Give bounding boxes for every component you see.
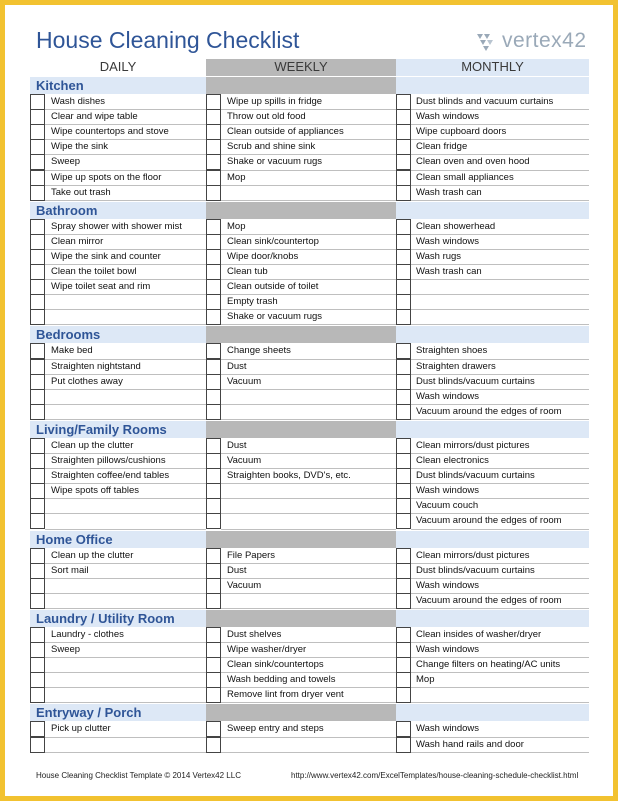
checkbox-weekly[interactable]	[206, 438, 221, 454]
row-divider	[221, 359, 396, 360]
task-item-weekly: Straighten books, DVD's, etc.	[227, 470, 351, 482]
task-item-daily: Clear and wipe table	[51, 111, 138, 123]
task-item-daily: Clean up the clutter	[51, 549, 134, 561]
checkbox-monthly[interactable]	[396, 94, 411, 110]
task-item-monthly: Wash windows	[416, 723, 480, 735]
checkbox-daily[interactable]	[30, 687, 45, 703]
task-item-weekly: Vacuum	[227, 375, 262, 387]
checkbox-daily[interactable]	[30, 359, 45, 375]
checkbox-monthly[interactable]	[396, 642, 411, 658]
section-title: Kitchen	[36, 78, 84, 93]
checkbox-monthly[interactable]	[396, 548, 411, 564]
footer-copyright: House Cleaning Checklist Template © 2014 Vertex42 LLC	[36, 771, 241, 780]
task-item-daily: Straighten pillows/cushions	[51, 455, 166, 466]
checkbox-weekly[interactable]	[206, 737, 221, 753]
checkbox-weekly[interactable]	[206, 627, 221, 643]
checkbox-monthly[interactable]	[396, 294, 411, 310]
row-divider	[411, 309, 589, 310]
checkbox-weekly[interactable]	[206, 513, 221, 529]
checkbox-daily[interactable]	[30, 721, 45, 737]
section-title: Bathroom	[36, 202, 98, 218]
row-divider	[411, 608, 589, 609]
task-item-weekly: Dust	[227, 439, 247, 451]
task-item-weekly: File Papers	[227, 549, 276, 561]
checkbox-weekly[interactable]	[206, 185, 221, 201]
task-item-weekly: Remove lint from dryer vent	[227, 689, 344, 701]
checkbox-monthly[interactable]	[396, 657, 411, 673]
task-item-monthly: Wash windows	[416, 390, 480, 402]
checkbox-weekly[interactable]	[206, 234, 221, 250]
row-divider	[221, 593, 396, 594]
checkbox-monthly[interactable]	[396, 468, 411, 484]
task-item-weekly: Shake or vacuum rugs	[227, 311, 323, 323]
task-item-monthly: Clean showerhead	[416, 220, 496, 232]
task-item-monthly: Wash windows	[416, 579, 480, 591]
row-divider	[45, 419, 206, 420]
checkbox-weekly[interactable]	[206, 124, 221, 140]
section-header	[30, 202, 589, 219]
checkbox-daily[interactable]	[30, 513, 45, 529]
task-item-monthly: Vacuum around the edges of room	[416, 594, 562, 606]
row-divider	[45, 657, 206, 658]
section-header	[30, 421, 589, 438]
checkbox-monthly[interactable]	[396, 513, 411, 529]
row-divider	[45, 324, 206, 325]
task-item-daily: Spray shower with shower mist	[51, 220, 182, 232]
row-divider	[45, 498, 206, 499]
checkbox-weekly[interactable]	[206, 563, 221, 579]
task-item-weekly: Vacuum	[227, 579, 262, 591]
task-item-weekly: Clean tub	[227, 266, 268, 277]
task-item-monthly: Mop	[416, 674, 435, 686]
task-item-monthly: Change filters on heating/AC units	[416, 659, 561, 671]
task-item-weekly: Dust shelves	[227, 628, 282, 640]
checkbox-daily[interactable]	[30, 453, 45, 469]
task-item-daily: Clean mirror	[51, 235, 104, 247]
row-divider	[411, 419, 589, 420]
checkbox-weekly[interactable]	[206, 593, 221, 609]
checkbox-weekly[interactable]	[206, 404, 221, 420]
checkbox-daily[interactable]	[30, 139, 45, 155]
checkbox-weekly[interactable]	[206, 548, 221, 564]
task-item-monthly: Clean insides of washer/dryer	[416, 628, 542, 640]
row-divider	[411, 279, 589, 280]
task-item-daily: Put clothes away	[51, 375, 123, 387]
checkbox-weekly[interactable]	[206, 170, 221, 186]
checkbox-daily[interactable]	[30, 438, 45, 454]
task-item-monthly: Wash trash can	[416, 266, 482, 277]
checkbox-daily[interactable]	[30, 672, 45, 688]
row-divider	[221, 389, 396, 390]
task-item-weekly: Empty trash	[227, 296, 278, 308]
checkbox-weekly[interactable]	[206, 359, 221, 375]
task-item-monthly: Wash trash can	[416, 186, 482, 198]
task-item-weekly: Wipe washer/dryer	[227, 644, 307, 655]
checkbox-weekly[interactable]	[206, 343, 221, 359]
row-divider	[45, 672, 206, 673]
checkbox-monthly[interactable]	[396, 389, 411, 405]
task-item-weekly: Wash bedding and towels	[227, 674, 336, 686]
task-item-weekly: Vacuum	[227, 455, 262, 466]
task-item-daily: Wipe spots off tables	[51, 485, 140, 497]
task-item-monthly: Clean mirrors/dust pictures	[416, 439, 530, 451]
row-divider	[221, 185, 396, 186]
row-divider	[411, 324, 589, 325]
checkbox-daily[interactable]	[30, 657, 45, 673]
section-title: Laundry / Utility Room	[36, 610, 175, 626]
checkbox-daily[interactable]	[30, 170, 45, 186]
checkbox-daily[interactable]	[30, 185, 45, 201]
task-item-weekly: Clean outside of toilet	[227, 281, 319, 293]
checkbox-daily[interactable]	[30, 374, 45, 390]
task-item-monthly: Wash rugs	[416, 250, 462, 262]
checkbox-daily[interactable]	[30, 219, 45, 235]
checkbox-monthly[interactable]	[396, 185, 411, 201]
row-divider	[221, 737, 396, 738]
row-divider	[221, 702, 396, 703]
row-divider	[221, 498, 396, 499]
vertex42-logo	[475, 29, 587, 53]
row-divider	[45, 687, 206, 688]
section-title: Home Office	[36, 531, 113, 547]
checkbox-daily[interactable]	[30, 294, 45, 310]
task-item-weekly: Mop	[227, 220, 246, 232]
checkbox-weekly[interactable]	[206, 154, 221, 170]
checkbox-monthly[interactable]	[396, 627, 411, 643]
checkbox-monthly[interactable]	[396, 139, 411, 155]
task-item-monthly: Straighten drawers	[416, 360, 496, 372]
checkbox-monthly[interactable]	[396, 359, 411, 375]
checkbox-weekly[interactable]	[206, 642, 221, 658]
task-item-monthly: Clean oven and oven hood	[416, 156, 530, 168]
checkbox-weekly[interactable]	[206, 294, 221, 310]
checkbox-daily[interactable]	[30, 154, 45, 170]
task-item-daily: Sweep	[51, 644, 81, 655]
checkbox-daily[interactable]	[30, 468, 45, 484]
checkbox-monthly[interactable]	[396, 124, 411, 140]
row-divider	[45, 200, 206, 201]
checkbox-daily[interactable]	[30, 124, 45, 140]
checkbox-monthly[interactable]	[396, 264, 411, 280]
checkbox-daily[interactable]	[30, 578, 45, 594]
checkbox-daily[interactable]	[30, 94, 45, 110]
section-header	[30, 531, 589, 548]
row-divider	[411, 752, 589, 753]
task-item-daily: Pick up clutter	[51, 723, 111, 735]
task-item-weekly: Throw out old food	[227, 111, 306, 123]
row-divider	[221, 419, 396, 420]
page-title: House Cleaning Checklist	[36, 27, 300, 53]
checkbox-monthly[interactable]	[396, 219, 411, 235]
task-item-daily: Wipe up spots on the floor	[51, 171, 162, 183]
checkbox-weekly[interactable]	[206, 219, 221, 235]
task-item-weekly: Change sheets	[227, 345, 291, 357]
row-divider	[45, 294, 206, 295]
checkbox-daily[interactable]	[30, 404, 45, 420]
task-item-weekly: Shake or vacuum rugs	[227, 156, 323, 168]
checkbox-weekly[interactable]	[206, 374, 221, 390]
task-item-monthly: Dust blinds and vacuum curtains	[416, 96, 554, 107]
checkbox-monthly[interactable]	[396, 109, 411, 125]
task-item-daily: Sort mail	[51, 564, 89, 576]
task-item-monthly: Wipe cupboard doors	[416, 126, 507, 138]
checkbox-monthly[interactable]	[396, 343, 411, 359]
checkbox-monthly[interactable]	[396, 498, 411, 514]
checkbox-monthly[interactable]	[396, 672, 411, 688]
task-item-weekly: Sweep entry and steps	[227, 723, 324, 735]
row-divider	[45, 578, 206, 579]
row-divider	[221, 483, 396, 484]
row-divider	[221, 200, 396, 201]
checkbox-weekly[interactable]	[206, 687, 221, 703]
row-divider	[45, 513, 206, 514]
task-item-daily: Clean the toilet bowl	[51, 266, 137, 277]
task-item-daily: Wipe the sink and counter	[51, 250, 161, 262]
checkbox-monthly[interactable]	[396, 234, 411, 250]
checkbox-daily[interactable]	[30, 264, 45, 280]
checkbox-monthly[interactable]	[396, 249, 411, 265]
row-divider	[221, 513, 396, 514]
checkbox-daily[interactable]	[30, 109, 45, 125]
checkbox-weekly[interactable]	[206, 249, 221, 265]
row-divider	[411, 687, 589, 688]
task-item-monthly: Clean small appliances	[416, 171, 514, 183]
row-divider	[45, 752, 206, 753]
task-item-daily: Wash dishes	[51, 96, 106, 107]
task-item-daily: Sweep	[51, 156, 81, 168]
task-item-monthly: Clean mirrors/dust pictures	[416, 549, 530, 561]
task-item-monthly: Dust blinds/vacuum curtains	[416, 375, 535, 387]
row-divider	[45, 702, 206, 703]
checkbox-weekly[interactable]	[206, 279, 221, 295]
checkbox-monthly[interactable]	[396, 593, 411, 609]
task-item-monthly: Clean fridge	[416, 141, 468, 153]
row-divider	[221, 170, 396, 171]
logo-text: vertex42	[502, 29, 587, 52]
section-title: Bedrooms	[36, 327, 101, 343]
checkbox-daily[interactable]	[30, 389, 45, 405]
vertex-logo-icon	[475, 31, 499, 51]
checkbox-monthly[interactable]	[396, 170, 411, 186]
checkbox-daily[interactable]	[30, 483, 45, 499]
row-divider	[221, 608, 396, 609]
row-divider	[411, 200, 589, 201]
checkbox-weekly[interactable]	[206, 657, 221, 673]
row-divider	[221, 404, 396, 405]
checkbox-weekly[interactable]	[206, 139, 221, 155]
section-title: Living/Family Rooms	[36, 421, 167, 437]
section-header	[30, 326, 589, 343]
checkbox-daily[interactable]	[30, 642, 45, 658]
checkbox-daily[interactable]	[30, 563, 45, 579]
checkbox-monthly[interactable]	[396, 578, 411, 594]
row-divider	[411, 702, 589, 703]
section-header	[30, 610, 589, 627]
task-item-monthly: Wash windows	[416, 111, 480, 123]
checkbox-monthly[interactable]	[396, 438, 411, 454]
checkbox-daily[interactable]	[30, 249, 45, 265]
task-item-daily: Make bed	[51, 345, 93, 357]
section-title: Entryway / Porch	[36, 705, 142, 721]
task-item-monthly: Vacuum around the edges of room	[416, 515, 562, 527]
task-item-daily: Laundry - clothes	[51, 628, 124, 640]
task-item-weekly: Mop	[227, 171, 246, 183]
task-item-weekly: Wipe up spills in fridge	[227, 96, 323, 107]
task-item-monthly: Vacuum couch	[416, 500, 479, 512]
task-item-daily: Straighten nightstand	[51, 360, 141, 372]
column-header-monthly: MONTHLY	[396, 59, 589, 76]
checkbox-monthly[interactable]	[396, 721, 411, 737]
task-item-daily: Wipe toilet seat and rim	[51, 281, 151, 293]
task-item-monthly: Straighten shoes	[416, 345, 488, 357]
checkbox-daily[interactable]	[30, 627, 45, 643]
task-item-weekly: Clean sink/countertops	[227, 659, 324, 671]
task-item-monthly: Wash windows	[416, 235, 480, 247]
row-divider	[45, 593, 206, 594]
checkbox-weekly[interactable]	[206, 389, 221, 405]
checkbox-daily[interactable]	[30, 309, 45, 325]
row-divider	[45, 309, 206, 310]
checkbox-weekly[interactable]	[206, 453, 221, 469]
task-item-daily: Straighten coffee/end tables	[51, 470, 170, 482]
column-header-daily: DAILY	[99, 59, 137, 74]
task-item-monthly: Clean electronics	[416, 455, 489, 466]
checkbox-weekly[interactable]	[206, 109, 221, 125]
section-header	[30, 77, 589, 94]
checkbox-daily[interactable]	[30, 234, 45, 250]
checkbox-monthly[interactable]	[396, 453, 411, 469]
checkbox-weekly[interactable]	[206, 721, 221, 737]
checkbox-weekly[interactable]	[206, 468, 221, 484]
task-item-monthly: Wash hand rails and door	[416, 738, 524, 750]
checklist-page	[5, 5, 613, 796]
checkbox-monthly[interactable]	[396, 309, 411, 325]
checkbox-weekly[interactable]	[206, 578, 221, 594]
task-item-daily: Wipe countertops and stove	[51, 126, 169, 138]
section-header	[30, 704, 589, 721]
checkbox-monthly[interactable]	[396, 279, 411, 295]
row-divider	[45, 608, 206, 609]
checkbox-monthly[interactable]	[396, 687, 411, 703]
task-item-weekly: Dust	[227, 564, 247, 576]
row-divider	[221, 529, 396, 530]
checkbox-weekly[interactable]	[206, 94, 221, 110]
row-divider	[45, 529, 206, 530]
task-item-weekly: Clean outside of appliances	[227, 126, 344, 138]
row-divider	[45, 737, 206, 738]
checkbox-daily[interactable]	[30, 343, 45, 359]
checkbox-monthly[interactable]	[396, 154, 411, 170]
checkbox-weekly[interactable]	[206, 498, 221, 514]
checkbox-weekly[interactable]	[206, 309, 221, 325]
task-item-weekly: Scrub and shine sink	[227, 141, 316, 153]
task-item-monthly: Wash windows	[416, 644, 480, 655]
row-divider	[411, 294, 589, 295]
row-divider	[221, 324, 396, 325]
checkbox-monthly[interactable]	[396, 404, 411, 420]
row-divider	[411, 672, 589, 673]
task-item-weekly: Wipe door/knobs	[227, 250, 299, 262]
task-item-daily: Wipe the sink	[51, 141, 109, 153]
checkbox-monthly[interactable]	[396, 563, 411, 579]
row-divider	[45, 404, 206, 405]
row-divider	[411, 529, 589, 530]
checkbox-daily[interactable]	[30, 548, 45, 564]
task-item-monthly: Dust blinds/vacuum curtains	[416, 564, 535, 576]
row-divider	[45, 389, 206, 390]
checkbox-daily[interactable]	[30, 498, 45, 514]
checkbox-daily[interactable]	[30, 737, 45, 753]
task-item-daily: Clean up the clutter	[51, 439, 134, 451]
checkbox-weekly[interactable]	[206, 672, 221, 688]
task-item-monthly: Wash windows	[416, 485, 480, 497]
footer-url: http://www.vertex42.com/ExcelTemplates/house-cleaning-schedule-checklist.html	[291, 771, 579, 780]
checkbox-weekly[interactable]	[206, 483, 221, 499]
task-item-monthly: Vacuum around the edges of room	[416, 405, 562, 417]
checkbox-monthly[interactable]	[396, 374, 411, 390]
task-item-weekly: Clean sink/countertop	[227, 235, 319, 247]
checkbox-monthly[interactable]	[396, 483, 411, 499]
checkbox-monthly[interactable]	[396, 737, 411, 753]
task-item-monthly: Dust blinds/vacuum curtains	[416, 470, 535, 482]
row-divider	[221, 563, 396, 564]
checkbox-daily[interactable]	[30, 593, 45, 609]
task-item-weekly: Dust	[227, 360, 247, 372]
row-divider	[221, 752, 396, 753]
checkbox-weekly[interactable]	[206, 264, 221, 280]
column-header-weekly: WEEKLY	[206, 59, 396, 76]
task-item-daily: Take out trash	[51, 186, 111, 198]
checkbox-daily[interactable]	[30, 279, 45, 295]
